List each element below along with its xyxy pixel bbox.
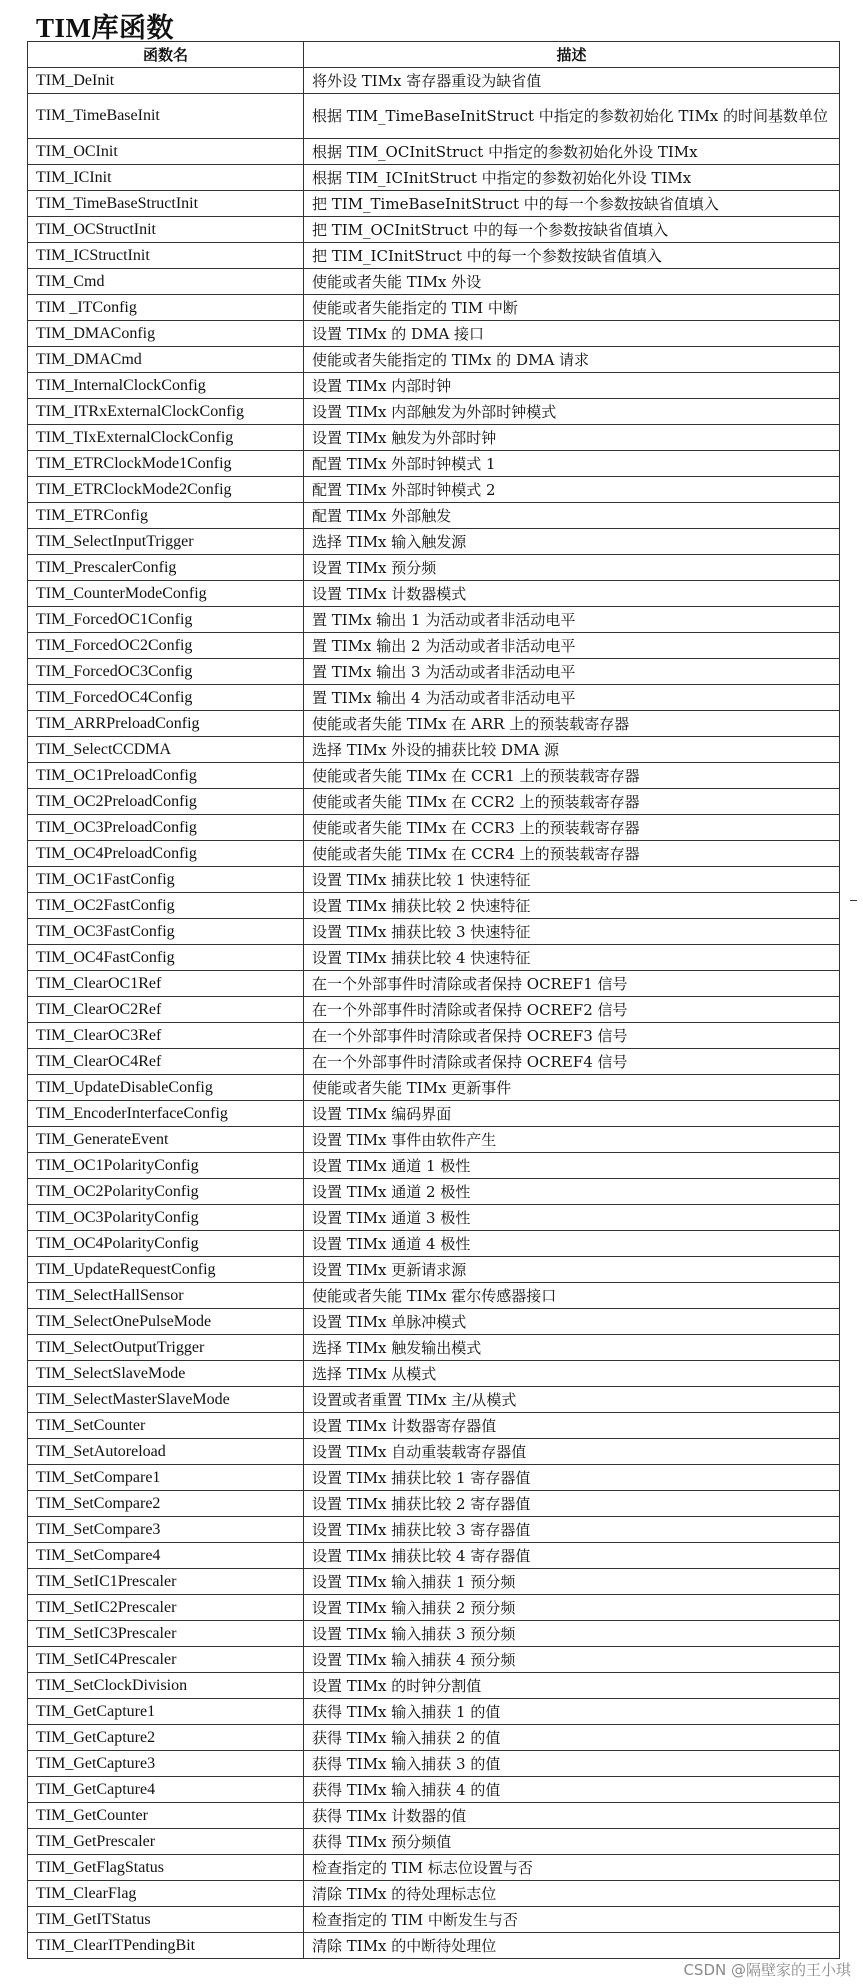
function-name-cell: TIM_SetCounter xyxy=(28,1413,304,1439)
function-name-cell: TIM_SelectHallSensor xyxy=(28,1283,304,1309)
function-name-cell: TIM_PrescalerConfig xyxy=(28,555,304,581)
description-cell: 配置 TIMx 外部时钟模式 1 xyxy=(304,451,840,477)
function-name-cell: TIM_ClearOC4Ref xyxy=(28,1049,304,1075)
function-name-cell: TIM_ForcedOC1Config xyxy=(28,607,304,633)
table-row xyxy=(28,867,840,893)
table-row xyxy=(28,685,840,711)
description-cell: 使能或者失能指定的 TIM 中断 xyxy=(304,295,840,321)
function-name-cell: TIM_ITRxExternalClockConfig xyxy=(28,399,304,425)
table-row xyxy=(28,1517,840,1543)
description-cell: 设置 TIMx 编码界面 xyxy=(304,1101,840,1127)
description-cell: 设置 TIMx 输入捕获 3 预分频 xyxy=(304,1621,840,1647)
table-row xyxy=(28,1751,840,1777)
description-cell: 获得 TIMx 输入捕获 2 的值 xyxy=(304,1725,840,1751)
table-row xyxy=(28,1595,840,1621)
description-cell: 使能或者失能 TIMx 霍尔传感器接口 xyxy=(304,1283,840,1309)
description-cell: 在一个外部事件时清除或者保持 OCREF4 信号 xyxy=(304,1049,840,1075)
table-row xyxy=(28,1803,840,1829)
function-name-cell: TIM_GetCapture1 xyxy=(28,1699,304,1725)
function-name-cell: TIM_OC4FastConfig xyxy=(28,945,304,971)
header-description: 描述 xyxy=(304,42,840,68)
table-row xyxy=(28,1049,840,1075)
description-cell: 设置 TIMx 输入捕获 4 预分频 xyxy=(304,1647,840,1673)
table-row xyxy=(28,68,840,94)
table-row xyxy=(28,1335,840,1361)
header-function-name: 函数名 xyxy=(28,42,304,68)
function-name-cell: TIM_ClearOC2Ref xyxy=(28,997,304,1023)
table-row xyxy=(28,1621,840,1647)
function-name-cell: TIM_Cmd xyxy=(28,269,304,295)
table-row xyxy=(28,295,840,321)
description-cell: 使能或者失能 TIMx 在 ARR 上的预装载寄存器 xyxy=(304,711,840,737)
description-cell: 获得 TIMx 预分频值 xyxy=(304,1829,840,1855)
table-row xyxy=(28,1829,840,1855)
table-row xyxy=(28,1855,840,1881)
function-name-cell: TIM_ClearOC1Ref xyxy=(28,971,304,997)
function-name-cell: TIM_SetIC2Prescaler xyxy=(28,1595,304,1621)
description-cell: 设置 TIMx 触发为外部时钟 xyxy=(304,425,840,451)
function-name-cell: TIM_GetCounter xyxy=(28,1803,304,1829)
function-name-cell: TIM_SelectInputTrigger xyxy=(28,529,304,555)
function-name-cell: TIM_ForcedOC4Config xyxy=(28,685,304,711)
function-name-cell: TIM_TimeBaseInit xyxy=(28,94,304,139)
table-row xyxy=(28,243,840,269)
description-cell: 置 TIMx 输出 4 为活动或者非活动电平 xyxy=(304,685,840,711)
function-name-cell: TIM_GetCapture4 xyxy=(28,1777,304,1803)
description-cell: 配置 TIMx 外部触发 xyxy=(304,503,840,529)
description-cell: 设置或者重置 TIMx 主/从模式 xyxy=(304,1387,840,1413)
table-row xyxy=(28,1231,840,1257)
table-row xyxy=(28,1673,840,1699)
description-cell: 配置 TIMx 外部时钟模式 2 xyxy=(304,477,840,503)
function-name-cell: TIM_ARRPreloadConfig xyxy=(28,711,304,737)
function-name-cell: TIM_InternalClockConfig xyxy=(28,373,304,399)
table-row xyxy=(28,1933,840,1959)
function-name-cell: TIM_DMAConfig xyxy=(28,321,304,347)
function-name-cell: TIM_OCInit xyxy=(28,139,304,165)
description-cell: 选择 TIMx 触发输出模式 xyxy=(304,1335,840,1361)
function-name-cell: TIM_ICInit xyxy=(28,165,304,191)
table-row xyxy=(28,1543,840,1569)
function-name-cell: TIM_ClearOC3Ref xyxy=(28,1023,304,1049)
function-name-cell: TIM_TimeBaseStructInit xyxy=(28,191,304,217)
function-name-cell: TIM_ClearFlag xyxy=(28,1881,304,1907)
description-cell: 把 TIM_ICInitStruct 中的每一个参数按缺省值填入 xyxy=(304,243,840,269)
function-name-cell: TIM _ITConfig xyxy=(28,295,304,321)
function-name-cell: TIM_SetAutoreload xyxy=(28,1439,304,1465)
description-cell: 设置 TIMx 的 DMA 接口 xyxy=(304,321,840,347)
description-cell: 设置 TIMx 输入捕获 2 预分频 xyxy=(304,1595,840,1621)
table-row xyxy=(28,1153,840,1179)
table-row xyxy=(28,1205,840,1231)
function-name-cell: TIM_SetCompare3 xyxy=(28,1517,304,1543)
table-row xyxy=(28,399,840,425)
description-cell: 设置 TIMx 计数器寄存器值 xyxy=(304,1413,840,1439)
description-cell: 使能或者失能 TIMx 在 CCR3 上的预装载寄存器 xyxy=(304,815,840,841)
description-cell: 设置 TIMx 捕获比较 2 寄存器值 xyxy=(304,1491,840,1517)
description-cell: 获得 TIMx 计数器的值 xyxy=(304,1803,840,1829)
table-row xyxy=(28,373,840,399)
table-row xyxy=(28,1647,840,1673)
function-name-cell: TIM_GetITStatus xyxy=(28,1907,304,1933)
function-name-cell: TIM_SetCompare4 xyxy=(28,1543,304,1569)
table-row xyxy=(28,165,840,191)
table-row xyxy=(28,581,840,607)
table-row xyxy=(28,139,840,165)
description-cell: 设置 TIMx 通道 2 极性 xyxy=(304,1179,840,1205)
table-header-row xyxy=(28,42,840,68)
function-name-cell: TIM_ICStructInit xyxy=(28,243,304,269)
table-row xyxy=(28,503,840,529)
function-name-cell: TIM_ETRConfig xyxy=(28,503,304,529)
table-row xyxy=(28,1309,840,1335)
table-row xyxy=(28,1439,840,1465)
table-row xyxy=(28,425,840,451)
table-row xyxy=(28,1127,840,1153)
description-cell: 设置 TIMx 更新请求源 xyxy=(304,1257,840,1283)
description-cell: 设置 TIMx 捕获比较 2 快速特征 xyxy=(304,893,840,919)
function-name-cell: TIM_EncoderInterfaceConfig xyxy=(28,1101,304,1127)
table-row xyxy=(28,1413,840,1439)
function-name-cell: TIM_OC1FastConfig xyxy=(28,867,304,893)
function-name-cell: TIM_SetIC3Prescaler xyxy=(28,1621,304,1647)
description-cell: 设置 TIMx 捕获比较 1 寄存器值 xyxy=(304,1465,840,1491)
description-cell: 设置 TIMx 捕获比较 1 快速特征 xyxy=(304,867,840,893)
function-name-cell: TIM_UpdateRequestConfig xyxy=(28,1257,304,1283)
description-cell: 置 TIMx 输出 2 为活动或者非活动电平 xyxy=(304,633,840,659)
table-row xyxy=(28,217,840,243)
table-row xyxy=(28,1387,840,1413)
function-name-cell: TIM_OC3PolarityConfig xyxy=(28,1205,304,1231)
table-row xyxy=(28,1075,840,1101)
description-cell: 选择 TIMx 外设的捕获比较 DMA 源 xyxy=(304,737,840,763)
table-row xyxy=(28,1023,840,1049)
description-cell: 选择 TIMx 从模式 xyxy=(304,1361,840,1387)
table-row xyxy=(28,1257,840,1283)
description-cell: 根据 TIM_ICInitStruct 中指定的参数初始化外设 TIMx xyxy=(304,165,840,191)
function-name-cell: TIM_GetCapture3 xyxy=(28,1751,304,1777)
table-row xyxy=(28,94,840,139)
function-name-cell: TIM_OC1PolarityConfig xyxy=(28,1153,304,1179)
description-cell: 检查指定的 TIM 标志位设置与否 xyxy=(304,1855,840,1881)
function-name-cell: TIM_SelectMasterSlaveMode xyxy=(28,1387,304,1413)
function-name-cell: TIM_SelectOutputTrigger xyxy=(28,1335,304,1361)
description-cell: 获得 TIMx 输入捕获 4 的值 xyxy=(304,1777,840,1803)
description-cell: 设置 TIMx 内部时钟 xyxy=(304,373,840,399)
margin-mark xyxy=(850,900,857,901)
table-row xyxy=(28,763,840,789)
table-row xyxy=(28,1699,840,1725)
function-name-cell: TIM_ClearITPendingBit xyxy=(28,1933,304,1959)
description-cell: 设置 TIMx 捕获比较 3 快速特征 xyxy=(304,919,840,945)
description-cell: 获得 TIMx 输入捕获 3 的值 xyxy=(304,1751,840,1777)
description-cell: 使能或者失能 TIMx 在 CCR2 上的预装载寄存器 xyxy=(304,789,840,815)
description-cell: 设置 TIMx 计数器模式 xyxy=(304,581,840,607)
function-name-cell: TIM_TIxExternalClockConfig xyxy=(28,425,304,451)
description-cell: 设置 TIMx 预分频 xyxy=(304,555,840,581)
description-cell: 选择 TIMx 输入触发源 xyxy=(304,529,840,555)
description-cell: 在一个外部事件时清除或者保持 OCREF1 信号 xyxy=(304,971,840,997)
table-body xyxy=(28,68,840,1959)
description-cell: 设置 TIMx 事件由软件产生 xyxy=(304,1127,840,1153)
table-row xyxy=(28,789,840,815)
table-row xyxy=(28,919,840,945)
description-cell: 设置 TIMx 通道 1 极性 xyxy=(304,1153,840,1179)
description-cell: 设置 TIMx 输入捕获 1 预分频 xyxy=(304,1569,840,1595)
table-row xyxy=(28,893,840,919)
table-row xyxy=(28,737,840,763)
function-name-cell: TIM_OCStructInit xyxy=(28,217,304,243)
description-cell: 设置 TIMx 的时钟分割值 xyxy=(304,1673,840,1699)
description-cell: 设置 TIMx 捕获比较 4 快速特征 xyxy=(304,945,840,971)
description-cell: 设置 TIMx 通道 4 极性 xyxy=(304,1231,840,1257)
description-cell: 使能或者失能 TIMx 在 CCR4 上的预装载寄存器 xyxy=(304,841,840,867)
description-cell: 检查指定的 TIM 中断发生与否 xyxy=(304,1907,840,1933)
table-row xyxy=(28,607,840,633)
function-name-cell: TIM_SelectCCDMA xyxy=(28,737,304,763)
description-cell: 使能或者失能 TIMx 更新事件 xyxy=(304,1075,840,1101)
function-name-cell: TIM_OC4PreloadConfig xyxy=(28,841,304,867)
description-cell: 清除 TIMx 的待处理标志位 xyxy=(304,1881,840,1907)
table-row xyxy=(28,815,840,841)
description-cell: 设置 TIMx 内部触发为外部时钟模式 xyxy=(304,399,840,425)
table-row xyxy=(28,1101,840,1127)
function-name-cell: TIM_OC2PreloadConfig xyxy=(28,789,304,815)
description-cell: 根据 TIM_TimeBaseInitStruct 中指定的参数初始化 TIMx 的时间基数单位 xyxy=(304,94,840,139)
watermark: CSDN @隔壁家的王小琪 xyxy=(683,1961,851,1979)
table-row xyxy=(28,269,840,295)
table-row xyxy=(28,711,840,737)
table-row xyxy=(28,1569,840,1595)
function-name-cell: TIM_UpdateDisableConfig xyxy=(28,1075,304,1101)
function-name-cell: TIM_OC4PolarityConfig xyxy=(28,1231,304,1257)
table-row xyxy=(28,1881,840,1907)
function-name-cell: TIM_GetPrescaler xyxy=(28,1829,304,1855)
table-row xyxy=(28,1283,840,1309)
table-row xyxy=(28,841,840,867)
function-name-cell: TIM_OC2FastConfig xyxy=(28,893,304,919)
table-row xyxy=(28,971,840,997)
description-cell: 设置 TIMx 自动重装载寄存器值 xyxy=(304,1439,840,1465)
table-row xyxy=(28,555,840,581)
table-row xyxy=(28,1725,840,1751)
function-name-cell: TIM_GenerateEvent xyxy=(28,1127,304,1153)
table-row xyxy=(28,1907,840,1933)
function-name-cell: TIM_SetIC1Prescaler xyxy=(28,1569,304,1595)
function-table xyxy=(27,41,840,1959)
description-cell: 根据 TIM_OCInitStruct 中指定的参数初始化外设 TIMx xyxy=(304,139,840,165)
description-cell: 获得 TIMx 输入捕获 1 的值 xyxy=(304,1699,840,1725)
table-row xyxy=(28,191,840,217)
table-row xyxy=(28,659,840,685)
table-row xyxy=(28,997,840,1023)
table-row xyxy=(28,1361,840,1387)
description-cell: 置 TIMx 输出 3 为活动或者非活动电平 xyxy=(304,659,840,685)
description-cell: 置 TIMx 输出 1 为活动或者非活动电平 xyxy=(304,607,840,633)
page-title: TIM库函数 xyxy=(36,13,174,43)
description-cell: 使能或者失能 TIMx 在 CCR1 上的预装载寄存器 xyxy=(304,763,840,789)
function-name-cell: TIM_ForcedOC2Config xyxy=(28,633,304,659)
table-row xyxy=(28,529,840,555)
function-name-cell: TIM_SelectSlaveMode xyxy=(28,1361,304,1387)
function-name-cell: TIM_SetCompare2 xyxy=(28,1491,304,1517)
table-row xyxy=(28,347,840,373)
table-row xyxy=(28,477,840,503)
function-name-cell: TIM_GetCapture2 xyxy=(28,1725,304,1751)
function-name-cell: TIM_DMACmd xyxy=(28,347,304,373)
table-row xyxy=(28,321,840,347)
function-name-cell: TIM_GetFlagStatus xyxy=(28,1855,304,1881)
description-cell: 使能或者失能指定的 TIMx 的 DMA 请求 xyxy=(304,347,840,373)
description-cell: 设置 TIMx 捕获比较 4 寄存器值 xyxy=(304,1543,840,1569)
description-cell: 在一个外部事件时清除或者保持 OCREF3 信号 xyxy=(304,1023,840,1049)
description-cell: 把 TIM_OCInitStruct 中的每一个参数按缺省值填入 xyxy=(304,217,840,243)
function-name-cell: TIM_ForcedOC3Config xyxy=(28,659,304,685)
function-name-cell: TIM_OC1PreloadConfig xyxy=(28,763,304,789)
table-row xyxy=(28,451,840,477)
table-row xyxy=(28,945,840,971)
function-name-cell: TIM_DeInit xyxy=(28,68,304,94)
function-name-cell: TIM_SelectOnePulseMode xyxy=(28,1309,304,1335)
description-cell: 把 TIM_TimeBaseInitStruct 中的每一个参数按缺省值填入 xyxy=(304,191,840,217)
function-name-cell: TIM_SetCompare1 xyxy=(28,1465,304,1491)
table-row xyxy=(28,633,840,659)
function-name-cell: TIM_ETRClockMode1Config xyxy=(28,451,304,477)
description-cell: 设置 TIMx 单脉冲模式 xyxy=(304,1309,840,1335)
description-cell: 在一个外部事件时清除或者保持 OCREF2 信号 xyxy=(304,997,840,1023)
description-cell: 清除 TIMx 的中断待处理位 xyxy=(304,1933,840,1959)
function-name-cell: TIM_ETRClockMode2Config xyxy=(28,477,304,503)
function-name-cell: TIM_OC2PolarityConfig xyxy=(28,1179,304,1205)
description-cell: 将外设 TIMx 寄存器重设为缺省值 xyxy=(304,68,840,94)
function-name-cell: TIM_OC3FastConfig xyxy=(28,919,304,945)
description-cell: 设置 TIMx 通道 3 极性 xyxy=(304,1205,840,1231)
description-cell: 使能或者失能 TIMx 外设 xyxy=(304,269,840,295)
function-name-cell: TIM_CounterModeConfig xyxy=(28,581,304,607)
function-name-cell: TIM_SetIC4Prescaler xyxy=(28,1647,304,1673)
table-row xyxy=(28,1465,840,1491)
table-row xyxy=(28,1179,840,1205)
table-row xyxy=(28,1777,840,1803)
table-row xyxy=(28,1491,840,1517)
description-cell: 设置 TIMx 捕获比较 3 寄存器值 xyxy=(304,1517,840,1543)
function-name-cell: TIM_SetClockDivision xyxy=(28,1673,304,1699)
function-name-cell: TIM_OC3PreloadConfig xyxy=(28,815,304,841)
